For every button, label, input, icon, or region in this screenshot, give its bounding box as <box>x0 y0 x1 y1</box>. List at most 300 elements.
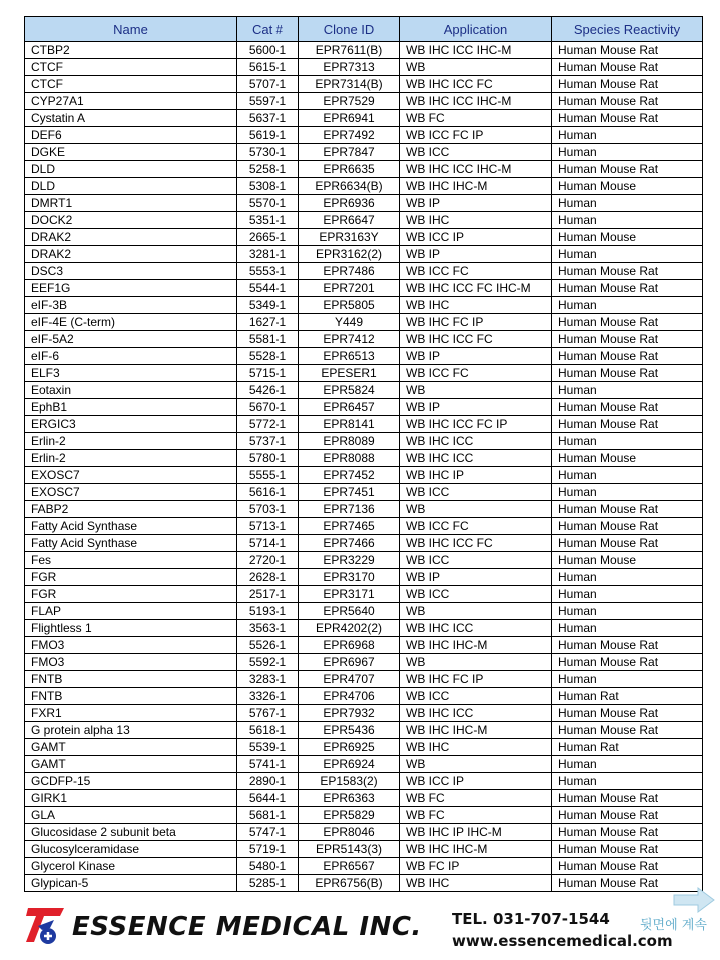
cell-name: eIF-5A2 <box>25 331 237 348</box>
cell-species: Human Mouse Rat <box>552 858 703 875</box>
table-row <box>25 229 703 246</box>
table-row <box>25 467 703 484</box>
table-row <box>25 144 703 161</box>
cell-clone-id: EPR6647 <box>299 212 400 229</box>
cell-name: FGR <box>25 586 237 603</box>
cell-species: Human Mouse Rat <box>552 365 703 382</box>
table-row <box>25 824 703 841</box>
cell-cat: 5637-1 <box>237 110 299 127</box>
cell-name: DGKE <box>25 144 237 161</box>
cell-application: WB ICC <box>400 586 552 603</box>
cell-name: DRAK2 <box>25 246 237 263</box>
cell-clone-id: EPR6941 <box>299 110 400 127</box>
cell-species: Human Rat <box>552 739 703 756</box>
cell-clone-id: EPR7847 <box>299 144 400 161</box>
cell-clone-id: EPR8089 <box>299 433 400 450</box>
cell-clone-id: EPR7529 <box>299 93 400 110</box>
cell-name: GCDFP-15 <box>25 773 237 790</box>
cell-species: Human Mouse Rat <box>552 76 703 93</box>
cell-cat: 3283-1 <box>237 671 299 688</box>
cell-application: WB ICC IP <box>400 773 552 790</box>
table-row <box>25 110 703 127</box>
cell-cat: 5767-1 <box>237 705 299 722</box>
cell-cat: 5426-1 <box>237 382 299 399</box>
cell-name: eIF-3B <box>25 297 237 314</box>
cell-application: WB IP <box>400 246 552 263</box>
table-row <box>25 688 703 705</box>
product-table <box>24 16 703 892</box>
cell-species: Human Mouse Rat <box>552 807 703 824</box>
table-row <box>25 382 703 399</box>
cell-species: Human Mouse Rat <box>552 280 703 297</box>
cell-cat: 2628-1 <box>237 569 299 586</box>
table-row <box>25 807 703 824</box>
cell-cat: 5528-1 <box>237 348 299 365</box>
cell-species: Human <box>552 484 703 501</box>
cell-application: WB IHC FC IP <box>400 671 552 688</box>
cell-name: DMRT1 <box>25 195 237 212</box>
cell-species: Human Mouse Rat <box>552 416 703 433</box>
cell-clone-id: EPR7314(B) <box>299 76 400 93</box>
cell-species: Human <box>552 195 703 212</box>
table-row <box>25 59 703 76</box>
cell-species: Human <box>552 671 703 688</box>
cell-species: Human <box>552 144 703 161</box>
cell-cat: 5600-1 <box>237 42 299 59</box>
cell-name: CYP27A1 <box>25 93 237 110</box>
table-row <box>25 705 703 722</box>
table-row <box>25 535 703 552</box>
cell-species: Human Mouse <box>552 552 703 569</box>
cell-cat: 5581-1 <box>237 331 299 348</box>
cell-clone-id: Y449 <box>299 314 400 331</box>
cell-clone-id: EPR3162(2) <box>299 246 400 263</box>
cell-application: WB IHC ICC <box>400 450 552 467</box>
cell-application: WB ICC FC <box>400 365 552 382</box>
cell-clone-id: EPR8141 <box>299 416 400 433</box>
cell-application: WB IHC ICC <box>400 620 552 637</box>
cell-name: Glucosylceramidase <box>25 841 237 858</box>
cell-species: Human <box>552 433 703 450</box>
cell-name: GLA <box>25 807 237 824</box>
cell-clone-id: EPR7412 <box>299 331 400 348</box>
cell-application: WB IHC ICC <box>400 705 552 722</box>
table-row <box>25 484 703 501</box>
cell-clone-id: EP1583(2) <box>299 773 400 790</box>
cell-application: WB IHC <box>400 212 552 229</box>
cell-name: FLAP <box>25 603 237 620</box>
cell-name: Cystatin A <box>25 110 237 127</box>
cell-cat: 5597-1 <box>237 93 299 110</box>
cell-clone-id: EPR3163Y <box>299 229 400 246</box>
cell-name: Fes <box>25 552 237 569</box>
cell-application: WB IHC IHC-M <box>400 637 552 654</box>
cell-application: WB IHC ICC IHC-M <box>400 161 552 178</box>
cell-application: WB IHC FC IP <box>400 314 552 331</box>
cell-species: Human Mouse Rat <box>552 722 703 739</box>
table-row <box>25 586 703 603</box>
cell-application: WB IP <box>400 569 552 586</box>
cell-species: Human Mouse Rat <box>552 59 703 76</box>
cell-name: CTCF <box>25 59 237 76</box>
cell-cat: 2720-1 <box>237 552 299 569</box>
cell-clone-id: EPR7136 <box>299 501 400 518</box>
cell-name: Glycerol Kinase <box>25 858 237 875</box>
table-row <box>25 365 703 382</box>
table-row <box>25 416 703 433</box>
cell-application: WB <box>400 654 552 671</box>
website-link[interactable]: www.essencemedical.com <box>452 932 673 950</box>
product-table-container <box>24 16 702 892</box>
cell-name: EXOSC7 <box>25 467 237 484</box>
cell-species: Human Mouse Rat <box>552 110 703 127</box>
cell-application: WB IHC ICC IHC-M <box>400 93 552 110</box>
cell-species: Human <box>552 382 703 399</box>
table-row <box>25 518 703 535</box>
header-species: Species Reactivity <box>552 17 703 42</box>
cell-clone-id: EPR8088 <box>299 450 400 467</box>
cell-application: WB FC <box>400 807 552 824</box>
table-row <box>25 671 703 688</box>
cell-clone-id: EPR7611(B) <box>299 42 400 59</box>
table-row <box>25 331 703 348</box>
cell-name: FXR1 <box>25 705 237 722</box>
cell-name: EXOSC7 <box>25 484 237 501</box>
cell-species: Human Mouse Rat <box>552 654 703 671</box>
cell-application: WB IHC ICC <box>400 433 552 450</box>
cell-application: WB IHC IHC-M <box>400 841 552 858</box>
cell-cat: 5703-1 <box>237 501 299 518</box>
cell-name: FNTB <box>25 671 237 688</box>
table-row <box>25 195 703 212</box>
cell-application: WB ICC FC IP <box>400 127 552 144</box>
cell-clone-id: EPR5824 <box>299 382 400 399</box>
cell-species: Human Mouse Rat <box>552 314 703 331</box>
cell-clone-id: EPR7465 <box>299 518 400 535</box>
cell-species: Human Mouse Rat <box>552 331 703 348</box>
cell-application: WB ICC <box>400 144 552 161</box>
next-page-arrow-icon <box>672 886 716 914</box>
cell-name: Erlin-2 <box>25 433 237 450</box>
cell-cat: 5644-1 <box>237 790 299 807</box>
cell-clone-id: EPR4706 <box>299 688 400 705</box>
cell-clone-id: EPR7466 <box>299 535 400 552</box>
cell-clone-id: EPR5143(3) <box>299 841 400 858</box>
cell-clone-id: EPR5640 <box>299 603 400 620</box>
cell-cat: 5747-1 <box>237 824 299 841</box>
cell-application: WB IHC ICC IHC-M <box>400 42 552 59</box>
table-row <box>25 637 703 654</box>
cell-name: GAMT <box>25 739 237 756</box>
cell-species: Human Mouse Rat <box>552 42 703 59</box>
cell-clone-id: EPR5829 <box>299 807 400 824</box>
cell-clone-id: EPR7313 <box>299 59 400 76</box>
cell-application: WB <box>400 382 552 399</box>
cell-clone-id: EPR7932 <box>299 705 400 722</box>
cell-name: FABP2 <box>25 501 237 518</box>
cell-clone-id: EPR6457 <box>299 399 400 416</box>
table-row <box>25 246 703 263</box>
cell-clone-id: EPR3171 <box>299 586 400 603</box>
telephone: TEL. 031-707-1544 <box>452 910 610 928</box>
header-cat: Cat # <box>237 17 299 42</box>
cell-application: WB IHC ICC FC <box>400 535 552 552</box>
cell-clone-id: EPR7452 <box>299 467 400 484</box>
cell-species: Human Mouse Rat <box>552 348 703 365</box>
cell-application: WB IHC IP <box>400 467 552 484</box>
cell-cat: 5707-1 <box>237 76 299 93</box>
cell-species: Human Mouse Rat <box>552 501 703 518</box>
cell-cat: 5539-1 <box>237 739 299 756</box>
header-name: Name <box>25 17 237 42</box>
cell-species: Human Mouse Rat <box>552 535 703 552</box>
table-row <box>25 433 703 450</box>
table-row <box>25 314 703 331</box>
cell-species: Human Mouse <box>552 178 703 195</box>
cell-cat: 5713-1 <box>237 518 299 535</box>
table-row <box>25 348 703 365</box>
table-row <box>25 178 703 195</box>
cell-species: Human Mouse Rat <box>552 790 703 807</box>
cell-species: Human Mouse Rat <box>552 824 703 841</box>
cell-application: WB ICC <box>400 552 552 569</box>
cell-name: DLD <box>25 178 237 195</box>
cell-name: GIRK1 <box>25 790 237 807</box>
cell-cat: 5553-1 <box>237 263 299 280</box>
header-clone-id: Clone ID <box>299 17 400 42</box>
cell-clone-id: EPR6363 <box>299 790 400 807</box>
table-row <box>25 161 703 178</box>
cell-application: WB IHC ICC FC <box>400 76 552 93</box>
table-row <box>25 756 703 773</box>
table-row <box>25 620 703 637</box>
cell-clone-id: EPR6567 <box>299 858 400 875</box>
cell-application: WB IHC ICC FC IP <box>400 416 552 433</box>
cell-name: ERGIC3 <box>25 416 237 433</box>
cell-application: WB IHC IHC-M <box>400 178 552 195</box>
cell-cat: 5737-1 <box>237 433 299 450</box>
cell-name: EEF1G <box>25 280 237 297</box>
cell-application: WB ICC FC <box>400 518 552 535</box>
cell-application: WB <box>400 501 552 518</box>
cell-species: Human <box>552 569 703 586</box>
cell-cat: 5258-1 <box>237 161 299 178</box>
cell-name: Flightless 1 <box>25 620 237 637</box>
cell-application: WB ICC FC <box>400 263 552 280</box>
cell-clone-id: EPR6967 <box>299 654 400 671</box>
cell-clone-id: EPR6924 <box>299 756 400 773</box>
cell-application: WB FC <box>400 790 552 807</box>
cell-name: GAMT <box>25 756 237 773</box>
cell-name: Eotaxin <box>25 382 237 399</box>
cell-species: Human <box>552 586 703 603</box>
cell-species: Human <box>552 756 703 773</box>
cell-cat: 3281-1 <box>237 246 299 263</box>
table-row <box>25 858 703 875</box>
footer <box>0 898 720 960</box>
cell-cat: 5285-1 <box>237 875 299 892</box>
cell-cat: 2517-1 <box>237 586 299 603</box>
cell-clone-id: EPR6925 <box>299 739 400 756</box>
cell-name: eIF-6 <box>25 348 237 365</box>
table-row <box>25 297 703 314</box>
cell-application: WB IHC IP IHC-M <box>400 824 552 841</box>
cell-clone-id: EPR6634(B) <box>299 178 400 195</box>
table-row <box>25 569 703 586</box>
company-name: ESSENCE MEDICAL INC. <box>72 912 422 942</box>
cell-clone-id: EPR8046 <box>299 824 400 841</box>
cell-cat: 5592-1 <box>237 654 299 671</box>
cell-application: WB IP <box>400 195 552 212</box>
cell-application: WB FC IP <box>400 858 552 875</box>
cell-application: WB <box>400 756 552 773</box>
cell-application: WB <box>400 603 552 620</box>
table-row <box>25 501 703 518</box>
cell-species: Human <box>552 773 703 790</box>
cell-clone-id: EPR3170 <box>299 569 400 586</box>
cell-species: Human <box>552 620 703 637</box>
cell-species: Human Mouse Rat <box>552 263 703 280</box>
table-row <box>25 722 703 739</box>
cell-cat: 5193-1 <box>237 603 299 620</box>
cell-species: Human Mouse Rat <box>552 518 703 535</box>
cell-species: Human Rat <box>552 688 703 705</box>
cell-name: CTBP2 <box>25 42 237 59</box>
cell-species: Human <box>552 127 703 144</box>
cell-species: Human Mouse Rat <box>552 399 703 416</box>
cell-species: Human <box>552 246 703 263</box>
cell-cat: 5730-1 <box>237 144 299 161</box>
cell-clone-id: EPR6968 <box>299 637 400 654</box>
cell-cat: 5480-1 <box>237 858 299 875</box>
table-row <box>25 127 703 144</box>
cell-species: Human Mouse <box>552 229 703 246</box>
cell-application: WB ICC IP <box>400 229 552 246</box>
cell-cat: 5780-1 <box>237 450 299 467</box>
cell-clone-id: EPR7492 <box>299 127 400 144</box>
cell-cat: 5772-1 <box>237 416 299 433</box>
table-row <box>25 280 703 297</box>
cell-name: eIF-4E (C-term) <box>25 314 237 331</box>
cell-application: WB ICC <box>400 484 552 501</box>
cell-name: FGR <box>25 569 237 586</box>
table-row <box>25 875 703 892</box>
cell-name: DLD <box>25 161 237 178</box>
cell-clone-id: EPR4707 <box>299 671 400 688</box>
cell-name: EphB1 <box>25 399 237 416</box>
table-row <box>25 773 703 790</box>
cell-species: Human Mouse <box>552 450 703 467</box>
cell-clone-id: EPR5805 <box>299 297 400 314</box>
cell-cat: 5616-1 <box>237 484 299 501</box>
cell-application: WB IHC ICC FC IHC-M <box>400 280 552 297</box>
header-application: Application <box>400 17 552 42</box>
cell-name: Glucosidase 2 subunit beta <box>25 824 237 841</box>
table-row <box>25 603 703 620</box>
cell-cat: 5570-1 <box>237 195 299 212</box>
cell-cat: 5670-1 <box>237 399 299 416</box>
table-row <box>25 42 703 59</box>
cell-application: WB <box>400 59 552 76</box>
cell-name: FNTB <box>25 688 237 705</box>
cell-clone-id: EPR5436 <box>299 722 400 739</box>
table-header-row <box>25 17 703 42</box>
cell-name: Fatty Acid Synthase <box>25 518 237 535</box>
cell-cat: 2890-1 <box>237 773 299 790</box>
cell-application: WB IHC ICC FC <box>400 331 552 348</box>
table-body <box>25 42 703 892</box>
cell-clone-id: EPR3229 <box>299 552 400 569</box>
cell-clone-id: EPESER1 <box>299 365 400 382</box>
cell-cat: 5615-1 <box>237 59 299 76</box>
table-row <box>25 76 703 93</box>
cell-species: Human Mouse Rat <box>552 875 703 892</box>
cell-cat: 5349-1 <box>237 297 299 314</box>
cell-name: FMO3 <box>25 637 237 654</box>
cell-name: CTCF <box>25 76 237 93</box>
continued-note: 뒷면에 계속 <box>640 918 707 933</box>
cell-cat: 5619-1 <box>237 127 299 144</box>
cell-clone-id: EPR7451 <box>299 484 400 501</box>
cell-name: Glypican-5 <box>25 875 237 892</box>
cell-cat: 5526-1 <box>237 637 299 654</box>
table-row <box>25 93 703 110</box>
cell-name: DOCK2 <box>25 212 237 229</box>
cell-cat: 5719-1 <box>237 841 299 858</box>
table-row <box>25 739 703 756</box>
cell-species: Human <box>552 603 703 620</box>
cell-cat: 5308-1 <box>237 178 299 195</box>
cell-clone-id: EPR4202(2) <box>299 620 400 637</box>
cell-species: Human Mouse Rat <box>552 93 703 110</box>
cell-application: WB FC <box>400 110 552 127</box>
essence-logo-icon <box>24 902 70 948</box>
cell-species: Human Mouse Rat <box>552 637 703 654</box>
cell-species: Human Mouse Rat <box>552 841 703 858</box>
cell-application: WB IP <box>400 348 552 365</box>
cell-name: DEF6 <box>25 127 237 144</box>
cell-name: DSC3 <box>25 263 237 280</box>
cell-clone-id: EPR6635 <box>299 161 400 178</box>
cell-cat: 5555-1 <box>237 467 299 484</box>
cell-cat: 3563-1 <box>237 620 299 637</box>
cell-cat: 3326-1 <box>237 688 299 705</box>
cell-clone-id: EPR6936 <box>299 195 400 212</box>
table-row <box>25 212 703 229</box>
table-row <box>25 450 703 467</box>
table-row <box>25 654 703 671</box>
table-row <box>25 399 703 416</box>
cell-species: Human <box>552 467 703 484</box>
table-row <box>25 790 703 807</box>
cell-name: Fatty Acid Synthase <box>25 535 237 552</box>
cell-species: Human Mouse Rat <box>552 161 703 178</box>
table-row <box>25 263 703 280</box>
cell-clone-id: EPR6513 <box>299 348 400 365</box>
cell-application: WB ICC <box>400 688 552 705</box>
cell-species: Human Mouse Rat <box>552 705 703 722</box>
cell-application: WB IHC IHC-M <box>400 722 552 739</box>
cell-species: Human <box>552 297 703 314</box>
cell-cat: 5715-1 <box>237 365 299 382</box>
cell-cat: 5714-1 <box>237 535 299 552</box>
cell-clone-id: EPR7201 <box>299 280 400 297</box>
cell-cat: 5681-1 <box>237 807 299 824</box>
cell-name: G protein alpha 13 <box>25 722 237 739</box>
cell-cat: 2665-1 <box>237 229 299 246</box>
cell-name: ELF3 <box>25 365 237 382</box>
cell-cat: 1627-1 <box>237 314 299 331</box>
